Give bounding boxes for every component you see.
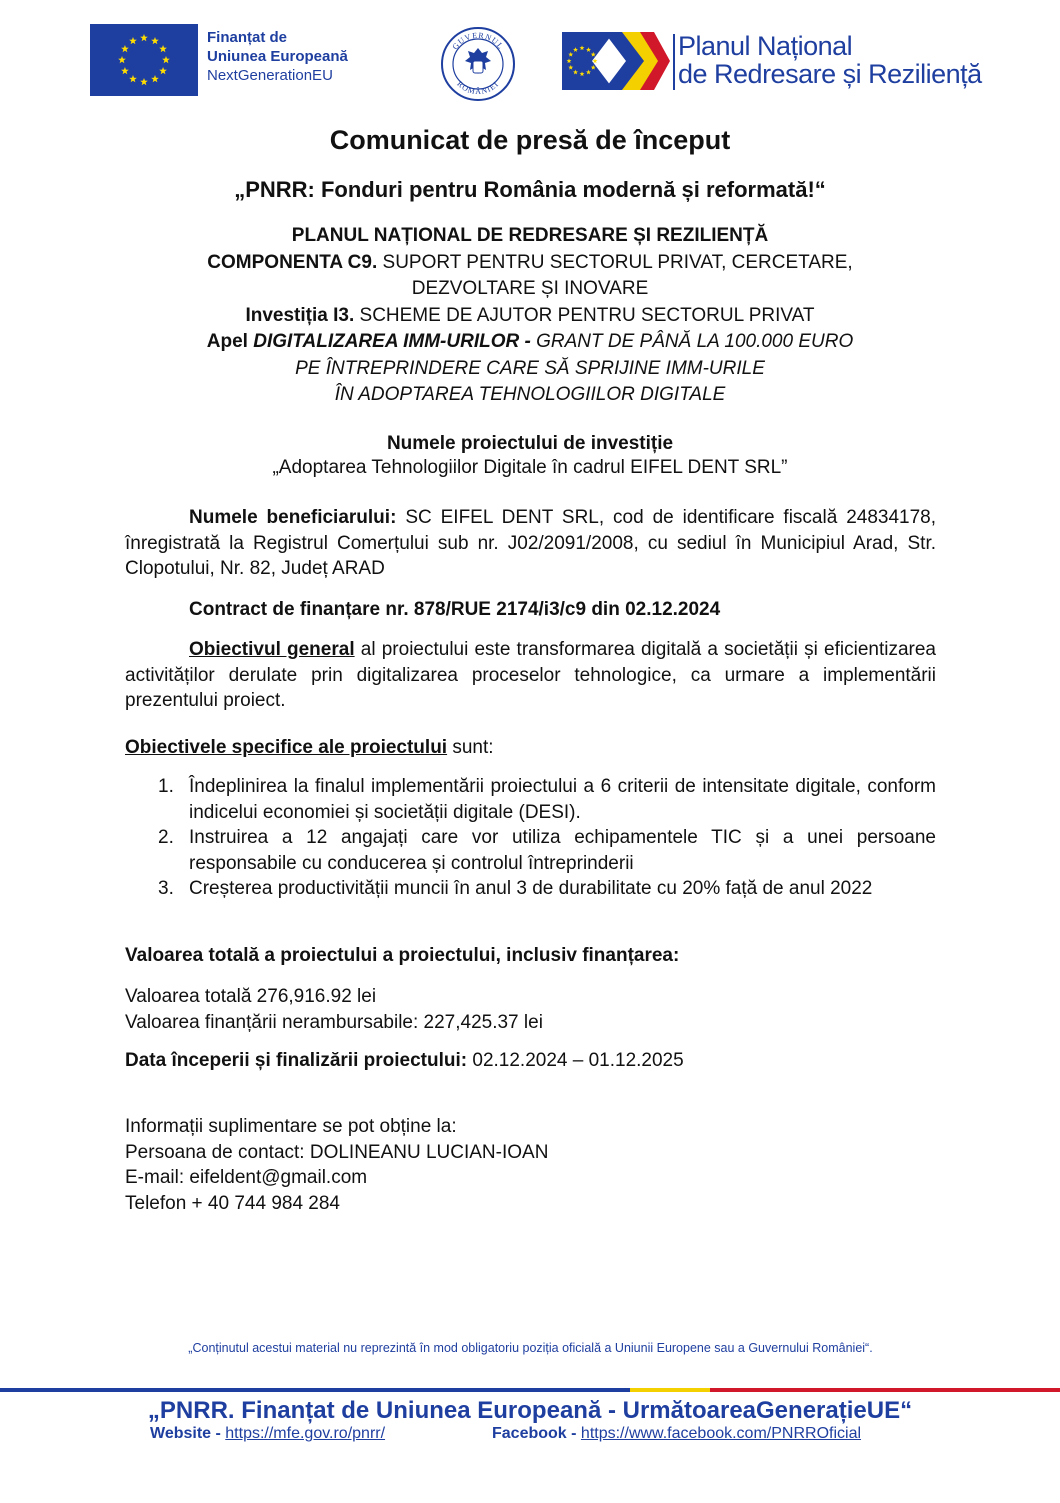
page-title: Comunicat de presă de început — [329, 125, 731, 155]
star-icon — [118, 56, 126, 63]
disclaimer: „Conținutul acestui material nu reprezintă în mod obligatoriu poziția oficială a Uniunii Europene sau a Guvernului României“. — [188, 1341, 873, 1355]
call-name: DIGITALIZAREA IMM-URILOR - — [253, 331, 531, 352]
svg-text:ROMÂNIEI — [455, 79, 500, 96]
stripe-yellow — [630, 1388, 710, 1392]
star-icon — [121, 45, 129, 52]
stripe-red — [710, 1388, 1060, 1392]
beneficiary-label: Numele beneficiarului: — [189, 507, 397, 528]
component-line — [100, 250, 960, 277]
call-text-2: PE ÎNTREPRINDERE CARE SĂ SPRIJINE IMM-URILE — [295, 357, 765, 379]
list-item-text: Instruirea a 12 angajați care vor utiliza echipamentele TIC și a unei persoane responsabile cu conducerea și controlul întreprinderii — [189, 827, 936, 874]
project-dates — [125, 1048, 936, 1074]
total-value: Valoarea totală 276,916.92 lei — [125, 986, 377, 1007]
pnrr-divider — [673, 34, 675, 90]
specific-objectives-heading — [125, 735, 936, 761]
star-icon — [159, 45, 167, 52]
pnrr-text-line1: Planul Național — [678, 31, 853, 61]
facebook-link-line — [492, 1425, 861, 1443]
program-block — [100, 223, 960, 409]
project-value-block — [125, 984, 936, 1035]
investment-label: Investiția I3. — [245, 304, 355, 326]
eu-text-line1: Finanțat de — [207, 29, 288, 46]
star-icon — [140, 34, 148, 41]
beneficiary-paragraph — [125, 505, 936, 582]
general-objective-paragraph — [125, 637, 936, 714]
list-item-number: 1. — [158, 776, 174, 797]
investment-line — [100, 303, 960, 330]
pnrr-logo-text — [678, 32, 982, 88]
contact-phone: Telefon + 40 744 984 284 — [125, 1192, 340, 1214]
call-text-1: GRANT DE PÂNĂ LA 100.000 EURO — [536, 331, 854, 352]
stripe-blue — [0, 1388, 630, 1392]
general-objective-label: Obiectivul general — [189, 639, 355, 660]
footer-stripe — [0, 1388, 1060, 1392]
star-icon — [129, 75, 137, 82]
star-icon — [129, 37, 137, 44]
star-icon — [159, 67, 167, 74]
component-text: SUPORT PENTRU SECTORUL PRIVAT, CERCETARE, — [382, 251, 853, 273]
beneficiary-text: SC EIFEL DENT SRL, cod de identificare fiscală 24834178, înregistrată la Registrul Comerțului sub nr. J02/2091/2008, cu sediul în Municipiul Arad, Str. Clopotului, Nr. 82, Județ ARAD — [125, 507, 937, 579]
pnrr-flag-icon — [562, 32, 670, 90]
star-icon — [121, 67, 129, 74]
component-text-2: DEZVOLTARE ȘI INOVARE — [411, 278, 649, 299]
list-item-text: Îndeplinirea la finalul implementării proiectului a 6 criterii de intensitate digitale, conform indicelui economiei și societății digitale (DESI). — [189, 776, 936, 823]
contact-person: Persoana de contact: DOLINEANU LUCIAN-IOAN — [125, 1141, 549, 1163]
page-subtitle: „PNRR: Fonduri pentru România modernă și reformată!“ — [234, 177, 826, 202]
list-item-number: 2. — [158, 827, 174, 848]
seal-text-bottom: ROMÂNIEI — [455, 79, 501, 97]
specific-objectives-list — [125, 774, 936, 902]
star-icon — [151, 75, 159, 82]
eu-text-line2: Uniunea Europeană — [207, 48, 348, 65]
eu-funding-logo — [90, 24, 348, 96]
seal-text-top: GUVERNUL — [450, 30, 506, 52]
facebook-link[interactable]: https://www.facebook.com/PNRROficial — [580, 1425, 862, 1442]
project-name-value: „Adoptarea Tehnologiilor Digitale în cadrul EIFEL DENT SRL” — [272, 457, 788, 478]
star-icon — [162, 56, 170, 63]
pnrr-text-line2: de Redresare și Reziliență — [678, 59, 982, 89]
call-label: Apel — [206, 331, 248, 352]
project-name-label: Numele proiectului de investiție — [386, 433, 674, 454]
list-item-number: 3. — [158, 878, 174, 899]
contact-email: E-mail: eifeldent@gmail.com — [125, 1167, 368, 1188]
government-seal-icon — [440, 26, 516, 102]
facebook-label: Facebook - — [492, 1425, 577, 1442]
contract-line: Contract de finanțare nr. 878/RUE 2174/i3/c9 din 02.12.2024 — [189, 599, 721, 620]
footer-slogan: „PNRR. Finanțat de Uniunea Europeană - UrmătoareaGenerațieUE“ — [147, 1397, 913, 1424]
contact-intro: Informații suplimentare se pot obține la: — [125, 1116, 457, 1137]
dates-label: Data începerii și finalizării proiectului: — [125, 1050, 468, 1071]
call-text-3: ÎN ADOPTAREA TEHNOLOGIILOR DIGITALE — [334, 384, 726, 405]
list-item-text: Creșterea productivității muncii în anul 3 de durabilitate cu 20% față de anul 2022 — [189, 878, 873, 899]
website-link-line — [150, 1425, 385, 1443]
eu-funding-text — [207, 28, 348, 85]
call-line — [100, 329, 960, 356]
eu-text-line3: NextGenerationEU — [207, 67, 333, 84]
specific-objectives-label: Obiectivele specifice ale proiectului — [125, 737, 448, 758]
website-label: Website - — [150, 1425, 221, 1442]
list-item — [125, 876, 936, 902]
star-icon — [151, 37, 159, 44]
project-name-block — [100, 432, 960, 480]
project-value-heading: Valoarea totală a proiectului a proiectului, inclusiv finanțarea: — [125, 945, 680, 966]
eu-flag-icon — [90, 24, 198, 96]
plan-name: PLANUL NAȚIONAL DE REDRESARE ȘI REZILIENȚĂ — [291, 225, 769, 246]
investment-text: SCHEME DE AJUTOR PENTRU SECTORUL PRIVAT — [359, 304, 815, 326]
dates-value: 02.12.2024 – 01.12.2025 — [472, 1050, 684, 1071]
grant-value: Valoarea finanțării nerambursabile: 227,425.37 lei — [125, 1011, 543, 1033]
list-item — [125, 774, 936, 825]
list-item — [125, 825, 936, 876]
website-link[interactable]: https://mfe.gov.ro/pnrr/ — [225, 1425, 386, 1442]
star-icon — [140, 78, 148, 85]
contact-block — [125, 1114, 936, 1216]
component-label: COMPONENTA C9. — [207, 251, 378, 273]
pnrr-logo — [562, 32, 982, 90]
general-objective-text: al proiectului este transformarea digitală a societății și eficientizarea activităților derulate prin digitalizarea proceselor tehnologice, ca urmare a implementării prezentului proiect. — [125, 639, 936, 711]
specific-objectives-suffix: sunt: — [452, 737, 494, 758]
